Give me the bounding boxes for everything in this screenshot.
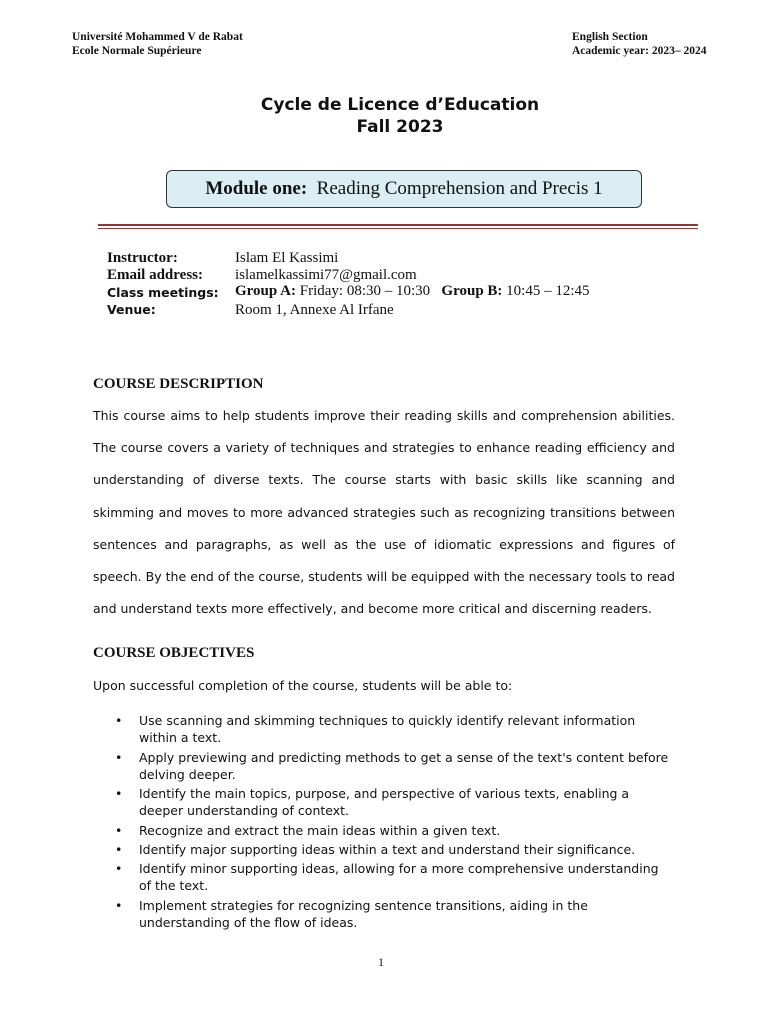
group-a-schedule: Friday: 08:30 – 10:30 <box>299 283 431 299</box>
class-meetings-value <box>235 283 590 300</box>
divider-thin <box>98 228 698 229</box>
bullet-icon: • <box>115 861 123 877</box>
school-name: Ecole Normale Supérieure <box>72 45 202 57</box>
course-objectives-heading: COURSE OBJECTIVES <box>93 645 255 661</box>
section-header <box>572 30 706 58</box>
university-name: Université Mohammed V de Rabat <box>72 31 243 43</box>
document-subtitle: Fall 2023 <box>356 117 444 137</box>
course-description-text: This course aims to help students improve their reading skills and comprehension abilities. The course covers a variety of techniques and strategies to enhance reading efficiency and understanding of diverse texts. The course starts with basic skills like scanning and skimming and moves to more advanced strategies such as recognizing transitions between sentences and paragraphs, as well as the use of idiomatic expressions and figures of speech. By the end of the course, students will be equipped with the necessary tools to read and understand texts more effectively, and become more critical and discerning readers. <box>93 408 675 617</box>
bullet-icon: • <box>115 897 123 913</box>
list-item: • Recognize and extract the main ideas within a given text. <box>115 822 501 838</box>
email-label: Email address: <box>107 267 203 283</box>
institution-header <box>72 30 243 58</box>
document-title: Cycle de Licence d’Education <box>260 95 540 115</box>
course-description-heading: COURSE DESCRIPTION <box>93 376 264 392</box>
list-item: • Identify minor supporting ideas, allowing for a more comprehensive understanding of the text. <box>115 861 659 894</box>
module-name: Reading Comprehension and Precis 1 <box>316 178 603 199</box>
group-b-label: Group B: <box>441 283 503 299</box>
instructor-label: Instructor: <box>107 250 178 266</box>
instructor-value: Islam El Kassimi <box>235 250 339 266</box>
section-name: English Section <box>572 31 648 43</box>
bullet-icon: • <box>115 713 123 728</box>
bullet-icon: • <box>115 822 123 838</box>
list-item: • Identify the main topics, purpose, and perspective of various texts, enabling a deeper understanding of context. <box>115 786 630 819</box>
bullet-icon: • <box>115 841 123 857</box>
objectives-intro: Upon successful completion of the course, students will be able to: <box>93 678 513 693</box>
list-item: • Apply previewing and predicting methods to get a sense of the text's content before delving deeper. <box>115 749 669 782</box>
class-meetings-label: Class meetings: <box>107 285 219 300</box>
venue-label: Venue: <box>107 302 156 317</box>
page-number: 1 <box>378 955 384 969</box>
group-a-label: Group A: <box>235 283 296 299</box>
list-item: • Implement strategies for recognizing sentence transitions, aiding in the understanding of the flow of ideas. <box>115 897 588 930</box>
venue-value: Room 1, Annexe Al Irfane <box>235 302 394 318</box>
divider-thick <box>98 224 698 226</box>
list-item: • Identify major supporting ideas within a text and understand their significance. <box>115 841 636 857</box>
list-item: • Use scanning and skimming techniques to quickly identify relevant information within a text. <box>115 713 636 746</box>
bullet-icon: • <box>115 749 123 765</box>
academic-year: Academic year: 2023– 2024 <box>572 45 707 57</box>
group-b-schedule: 10:45 – 12:45 <box>506 283 590 299</box>
bullet-icon: • <box>115 786 123 801</box>
email-value: islamelkassimi77@gmail.com <box>235 267 417 283</box>
objectives-list <box>93 712 693 933</box>
module-title-box <box>166 170 642 208</box>
module-label: Module one: <box>205 178 308 199</box>
